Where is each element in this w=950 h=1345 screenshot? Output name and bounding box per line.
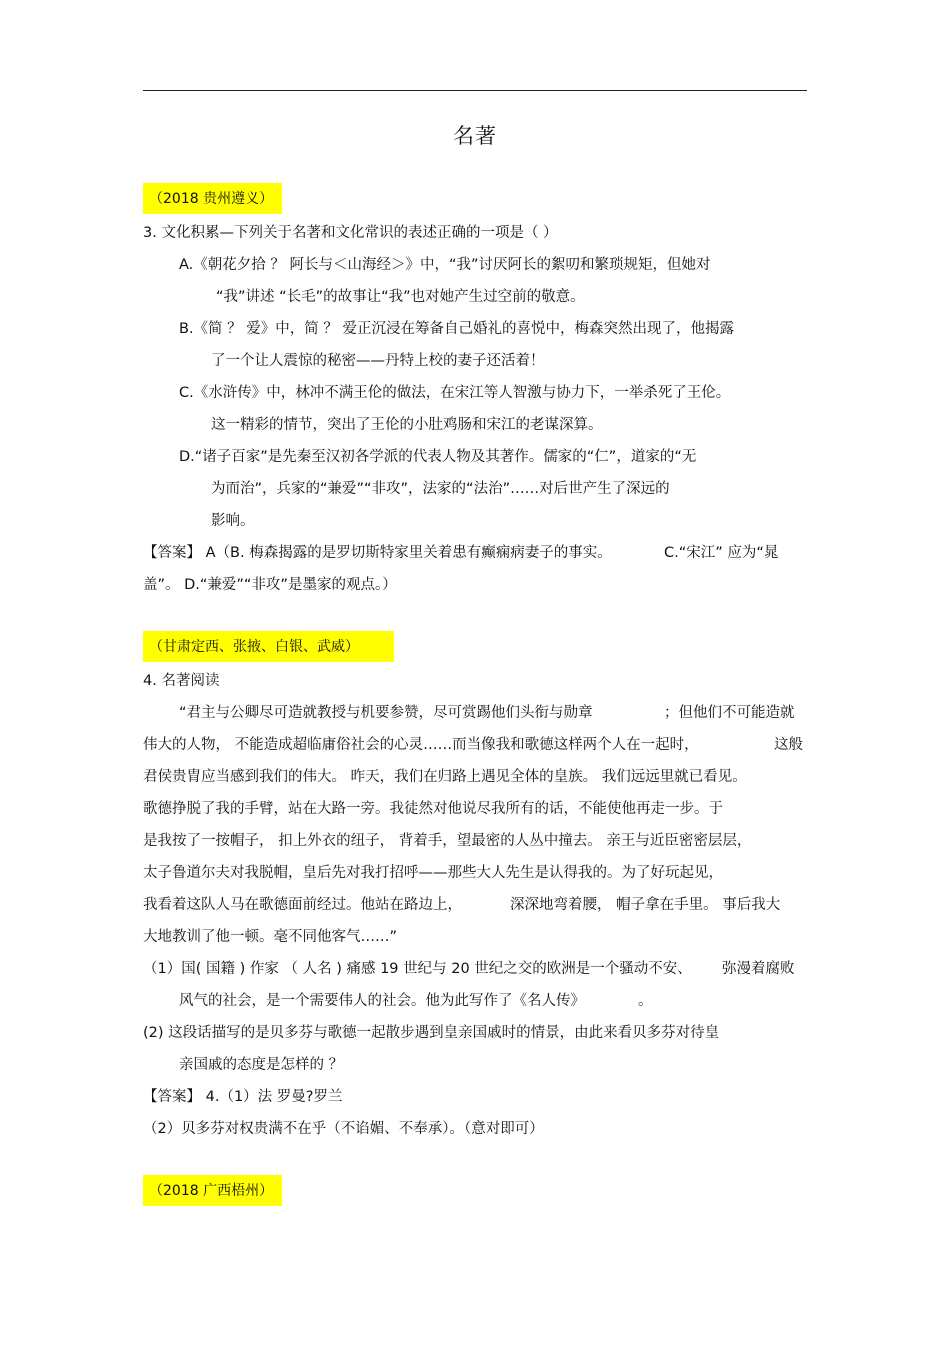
page-title: 名著	[453, 124, 497, 148]
section-tag: （甘肃定西、张掖、白银、武威）	[143, 631, 394, 662]
passage-line: 我看着这队人马在歌德面前经过。他站在路边上，	[143, 897, 462, 913]
passage-line: 歌德挣脱了我的手臂，站在大路一旁。我徒然对他说尽我所有的话，不能使他再走一步。于	[143, 801, 723, 817]
answer-line-2: （2）贝多芬对权贵满不在乎（不谄媚、不奉承）。（意对即可）	[143, 1121, 544, 1137]
section-tag: （2018 贵州遵义）	[143, 183, 282, 214]
section-tag: （2018 广西梧州）	[143, 1175, 282, 1206]
passage-line: 大地教训了他一顿。毫不同他客气……”	[143, 929, 398, 945]
passage-line: 深深地弯着腰， 帽子拿在手里。 事后我大	[510, 897, 781, 913]
passage-line: ；但他们不可能造就	[664, 705, 795, 721]
option-a-line-1: A.《朝花夕拾 ？ 阿长与＜山海经＞》中，“我”讨厌阿长的絮叨和繁琐规矩，但她对	[179, 257, 711, 273]
option-d-line-2: 为而治”，兵家的“兼爱”“非攻”，法家的“法治”……对后世产生了深远的	[211, 481, 670, 497]
option-b-line-2: 了一个让人震惊的秘密——丹特上校的妻子还活着！	[211, 353, 545, 369]
passage-line: 这般	[774, 737, 803, 753]
option-c-line-2: 这一精彩的情节，突出了王伦的小肚鸡肠和宋江的老谋深算。	[211, 417, 603, 433]
header-rule	[143, 90, 807, 91]
subquestion-1-line-2b: 。	[638, 993, 653, 1009]
option-a-line-2: “我”讲述 “长毛”的故事让“我”也对她产生过空前的敬意。	[216, 289, 585, 305]
subquestion-1-line-2a: 风气的社会，是一个需要伟人的社会。他为此写作了《名人传》	[179, 993, 585, 1009]
passage-line: 太子鲁道尔夫对我脱帽，皇后先对我打招呼——那些大人先生是认得我的。为了好玩起见，	[143, 865, 723, 881]
subquestion-2-line-2: 亲国戚的态度是怎样的 ？	[179, 1057, 344, 1073]
option-c-line-1: C.《水浒传》中，林冲不满王伦的做法，在宋江等人智激与协力下，一举杀死了王伦。	[179, 385, 731, 401]
subquestion-1-line-1b: 弥漫着腐败	[722, 961, 795, 977]
passage-line: 君侯贵胄应当感到我们的伟大。 昨天，我们在归路上遇见全体的皇族。 我们远远里就已看见。	[143, 769, 747, 785]
option-b-line-1: B.《简 ？ 爱》中，简 ？ 爱正沉浸在筹备自己婚礼的喜悦中，梅森突然出现了，他揭露	[179, 321, 734, 337]
subquestion-2-line-1: (2) 这段话描写的是贝多芬与歌德一起散步遇到皇亲国戚时的情景，由此来看贝多芬对待皇	[143, 1025, 720, 1041]
question-stem: 3. 文化积累—下列关于名著和文化常识的表述正确的一项是（ ）	[143, 225, 558, 241]
answer-line-1a: 【答案】 A（B. 梅森揭露的是罗切斯特家里关着患有癫痫病妻子的事实。	[143, 545, 612, 561]
passage-line: “君主与公卿尽可造就教授与机要参赞，尽可赏踢他们头衔与勋章	[179, 705, 593, 721]
answer-line-1: 【答案】 4.（1）法 罗曼?罗兰	[143, 1089, 343, 1105]
answer-line-2: 盖”。 D.“兼爱”“非攻”是墨家的观点。）	[143, 577, 397, 593]
answer-line-1b: C.“宋江” 应为“晁	[664, 545, 779, 561]
option-d-line-3: 影响。	[211, 513, 255, 529]
subquestion-1-line-1a: （1）国( 国籍 ) 作家 （ 人名 ) 痛感 19 世纪与 20 世纪之交的欧洲是一个骚动不安、	[143, 961, 692, 977]
question-stem: 4. 名著阅读	[143, 673, 220, 689]
passage-line: 是我按了一按帽子， 扣上外衣的纽子， 背着手，望最密的人丛中撞去。 亲王与近臣密密层层，	[143, 833, 752, 849]
passage-line: 伟大的人物， 不能造成超临庸俗社会的心灵……而当像我和歌德这样两个人在一起时，	[143, 737, 699, 753]
option-d-line-1: D.“诸子百家”是先秦至汉初各学派的代表人物及其著作。儒家的“仁”，道家的“无	[179, 449, 697, 465]
